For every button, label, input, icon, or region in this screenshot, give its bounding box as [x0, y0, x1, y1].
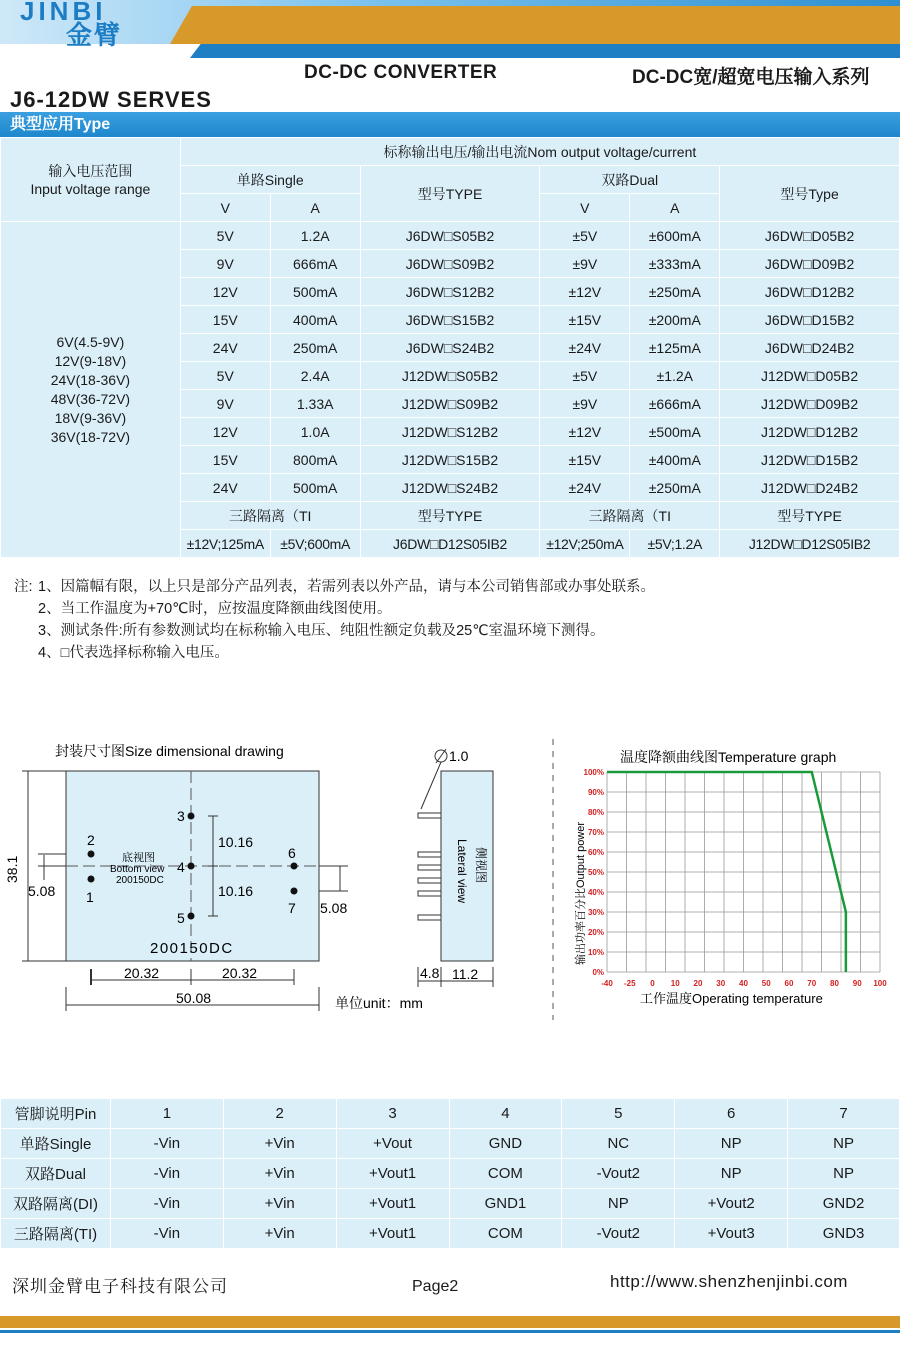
- pin-label-1: 1: [86, 889, 94, 905]
- spec-cell-sa: 400mA: [270, 306, 360, 334]
- spec-cell-dv: ±5V: [540, 362, 630, 390]
- header-stripe: [190, 44, 900, 58]
- input-range-value: 48V(36-72V): [50, 390, 131, 407]
- ti-cell-bt: J12DW□D12S05IB2: [720, 530, 900, 558]
- spec-cell-sv: 24V: [180, 334, 270, 362]
- ti-header-cell: 三路隔离（TI: [180, 502, 360, 530]
- spec-cell-sv: 9V: [180, 390, 270, 418]
- spec-cell-st: J12DW□S05B2: [360, 362, 540, 390]
- pin-function-cell: +Vout1: [336, 1219, 449, 1249]
- spec-cell-sa: 500mA: [270, 474, 360, 502]
- spec-cell-dv: ±9V: [540, 390, 630, 418]
- y-tick-label: 90%: [587, 788, 604, 797]
- spec-cell-da: ±333mA: [630, 250, 720, 278]
- spec-cell-dv: ±5V: [540, 222, 630, 250]
- pin-label-4: 4: [177, 859, 185, 875]
- spec-cell-sa: 1.2A: [270, 222, 360, 250]
- spec-table: [0, 137, 900, 558]
- x-tick-label: -40: [601, 979, 613, 988]
- spec-cell-st: J12DW□S24B2: [360, 474, 540, 502]
- spec-cell-sv: 5V: [180, 222, 270, 250]
- pin-3: [188, 813, 195, 820]
- pin-function-cell: +Vin: [223, 1129, 336, 1159]
- input-range-value: 36V(18-72V): [50, 428, 131, 445]
- lateral-pin: [418, 813, 441, 818]
- pin-function-cell: -Vout2: [562, 1219, 675, 1249]
- pin-7: [291, 888, 298, 895]
- input-range-value: 12V(9-18V): [54, 352, 127, 369]
- part-number-large: 200150DC: [150, 940, 234, 957]
- dim-2032-left: 20.32: [124, 965, 160, 981]
- dual-type-header: 型号Type: [720, 166, 900, 222]
- pin-function-cell: NP: [788, 1159, 900, 1189]
- pin-function-cell: -Vin: [110, 1129, 223, 1159]
- pin-function-cell: GND3: [788, 1219, 900, 1249]
- y-tick-label: 40%: [587, 888, 604, 897]
- spec-cell-dt: J6DW□D09B2: [720, 250, 900, 278]
- pin-function-cell: NP: [675, 1129, 788, 1159]
- spec-cell-da: ±500mA: [630, 418, 720, 446]
- note-item: 3、测试条件:所有参数测试均在标称输入电压、纯阻性额定负载及25℃室温环境下测得。: [38, 623, 605, 639]
- model-series-title: J6-12DW SERVES: [10, 87, 212, 112]
- dual-v-header: V: [540, 194, 630, 222]
- spec-cell-st: J6DW□S09B2: [360, 250, 540, 278]
- bottom-view-cn: 底视图: [122, 852, 155, 864]
- pin-function-cell: GND1: [449, 1189, 562, 1219]
- pin-1: [88, 876, 95, 883]
- single-v-header: V: [180, 194, 270, 222]
- chart-ylabel: 输出功率百分比Output power: [575, 821, 587, 965]
- spec-cell-sa: 1.33A: [270, 390, 360, 418]
- input-range-header-cn: 输入电压范围: [48, 162, 133, 179]
- x-tick-label: 10: [670, 979, 680, 988]
- pin-function-cell: COM: [449, 1219, 562, 1249]
- spec-cell-sa: 800mA: [270, 446, 360, 474]
- spec-cell-da: ±250mA: [630, 474, 720, 502]
- dual-header: 双路Dual: [540, 166, 720, 194]
- dim-112: 11.2: [452, 966, 479, 982]
- spec-cell-dt: J6DW□D15B2: [720, 306, 900, 334]
- pin-function-cell: +Vin: [223, 1219, 336, 1249]
- y-tick-label: 100%: [583, 768, 604, 777]
- note-item: 4、□代表选择标称输入电压。: [38, 645, 229, 661]
- spec-cell-da: ±666mA: [630, 390, 720, 418]
- single-header: 单路Single: [180, 166, 360, 194]
- chart-x-ticks: [601, 979, 887, 988]
- footer-band: [0, 1316, 900, 1328]
- spec-cell-st: J12DW□S09B2: [360, 390, 540, 418]
- spec-cell-dv: ±24V: [540, 474, 630, 502]
- spec-cell-sv: 24V: [180, 474, 270, 502]
- pin-label-7: 7: [288, 900, 296, 916]
- ti-cell-b2: ±5V;1.2A: [630, 530, 720, 558]
- drawing-title: 封装尺寸图Size dimensional drawing: [55, 743, 284, 759]
- spec-cell-st: J6DW□S24B2: [360, 334, 540, 362]
- input-range-value: 24V(18-36V): [50, 371, 131, 388]
- x-tick-label: 20: [693, 979, 703, 988]
- dim-508-right: 5.08: [320, 900, 348, 916]
- spec-cell-da: ±125mA: [630, 334, 720, 362]
- pin-function-cell: NP: [788, 1129, 900, 1159]
- pin-5: [188, 913, 195, 920]
- chart-xlabel: 工作温度Operating temperature: [640, 991, 823, 1006]
- y-tick-label: 50%: [587, 868, 604, 877]
- pin-function-cell: +Vin: [223, 1189, 336, 1219]
- pin-row: [1, 1129, 900, 1159]
- spec-cell-da: ±200mA: [630, 306, 720, 334]
- x-tick-label: 80: [830, 979, 839, 988]
- chart-title: 温度降额曲线图Temperature graph: [620, 749, 837, 765]
- pin-function-cell: GND2: [788, 1189, 900, 1219]
- x-tick-label: 90: [852, 979, 862, 988]
- y-tick-label: 60%: [587, 848, 604, 857]
- pin-row-label: 单路Single: [1, 1129, 111, 1159]
- pin-function-cell: GND: [449, 1129, 562, 1159]
- lateral-pin: [418, 891, 441, 896]
- pin-header-row: [1, 1099, 900, 1129]
- nom-output-header: 标称输出电压/输出电流Nom output voltage/current: [180, 138, 899, 166]
- note-item: 注: 1、因篇幅有限，以上只是部分产品列表，若需列表以外产品，请与本公司销售部或办事处联系。: [14, 576, 655, 598]
- pin-function-cell: -Vin: [110, 1189, 223, 1219]
- spec-cell-dv: ±12V: [540, 418, 630, 446]
- ti-cell-a2: ±5V;600mA: [270, 530, 360, 558]
- single-type-header: 型号TYPE: [360, 166, 540, 222]
- dim-height: 38.1: [4, 855, 20, 883]
- pin-function-cell: +Vin: [223, 1159, 336, 1189]
- temperature-graph: [545, 735, 900, 1025]
- footer-stripe: [0, 1330, 900, 1333]
- lateral-pin: [418, 852, 441, 857]
- spec-cell-sa: 666mA: [270, 250, 360, 278]
- lateral-pin: [418, 865, 441, 870]
- x-tick-label: 100: [873, 979, 887, 988]
- ti-header-cell: 型号TYPE: [360, 502, 540, 530]
- y-tick-label: 30%: [587, 908, 604, 917]
- ti-header-cell: 型号TYPE: [720, 502, 900, 530]
- pin-function-cell: +Vout3: [675, 1219, 788, 1249]
- pin-number: 7: [788, 1099, 900, 1129]
- section-title-bar: 典型应用Type: [0, 112, 900, 137]
- pin-function-cell: +Vout: [336, 1129, 449, 1159]
- spec-cell-dv: ±15V: [540, 446, 630, 474]
- pin-number: 2: [223, 1099, 336, 1129]
- spec-cell-sv: 12V: [180, 418, 270, 446]
- note-item: 2、当工作温度为+70℃时，应按温度降额曲线图使用。: [38, 601, 392, 617]
- input-range-value: 6V(4.5-9V): [56, 333, 125, 350]
- spec-cell-st: J6DW□S05B2: [360, 222, 540, 250]
- pin-row-label: 双路Dual: [1, 1159, 111, 1189]
- y-tick-label: 20%: [587, 928, 604, 937]
- spec-cell-st: J6DW□S15B2: [360, 306, 540, 334]
- spec-cell-sa: 500mA: [270, 278, 360, 306]
- spec-cell-da: ±600mA: [630, 222, 720, 250]
- spec-cell-st: J6DW□S12B2: [360, 278, 540, 306]
- lateral-view-cn: 侧视图: [474, 847, 488, 884]
- pin-row: [1, 1219, 900, 1249]
- unit-label: 单位unit：mm: [335, 995, 423, 1011]
- y-tick-label: 70%: [587, 828, 604, 837]
- x-tick-label: 30: [716, 979, 726, 988]
- spec-cell-sa: 250mA: [270, 334, 360, 362]
- spec-cell-dt: J6DW□D05B2: [720, 222, 900, 250]
- single-a-header: A: [270, 194, 360, 222]
- notes: [14, 576, 655, 664]
- notes-label: 注:: [14, 579, 33, 595]
- footer-website-link[interactable]: http://www.shenzhenjinbi.com: [610, 1272, 848, 1291]
- x-tick-label: 50: [761, 979, 771, 988]
- dim-1016-bottom: 10.16: [218, 883, 254, 899]
- pin-label-3: 3: [177, 808, 185, 824]
- pin-4: [188, 863, 195, 870]
- lateral-view-en: Lateral view: [455, 839, 469, 904]
- dimension-drawing: [0, 735, 560, 1025]
- spec-cell-sv: 9V: [180, 250, 270, 278]
- series-title-cn: DC-DC宽/超宽电压输入系列: [632, 67, 870, 88]
- pin-function-cell: +Vout2: [675, 1189, 788, 1219]
- ti-cell-at: J6DW□D12S05IB2: [360, 530, 540, 558]
- pin-diameter: 1.0: [449, 748, 469, 764]
- spec-cell-da: ±1.2A: [630, 362, 720, 390]
- lateral-pin: [418, 915, 441, 920]
- bottom-view-en: Bottom view: [110, 864, 165, 875]
- pin-function-cell: -Vin: [110, 1219, 223, 1249]
- footer-page-number: Page2: [412, 1278, 459, 1295]
- part-number-small: 200150DC: [116, 875, 164, 886]
- footer-company: 深圳金臂电子科技有限公司: [12, 1277, 228, 1296]
- pin-6: [291, 863, 298, 870]
- input-range-value: 18V(9-36V): [54, 409, 127, 426]
- input-range-header-en: Input voltage range: [30, 180, 151, 197]
- spec-cell-dt: J12DW□D15B2: [720, 446, 900, 474]
- pin-function-cell: NP: [675, 1159, 788, 1189]
- spec-cell-dt: J12DW□D05B2: [720, 362, 900, 390]
- pin-row: [1, 1189, 900, 1219]
- pin-table: [0, 1098, 900, 1249]
- dim-width: 50.08: [176, 990, 212, 1006]
- spec-cell-sv: 15V: [180, 446, 270, 474]
- ti-header-cell: 三路隔离（TI: [540, 502, 720, 530]
- pin-label-2: 2: [87, 832, 95, 848]
- pin-function-cell: NP: [562, 1189, 675, 1219]
- y-tick-label: 10%: [587, 948, 604, 957]
- spec-cell-sa: 2.4A: [270, 362, 360, 390]
- pin-function-cell: +Vout1: [336, 1189, 449, 1219]
- input-range-header: [1, 138, 181, 222]
- chart-grid: [607, 772, 880, 972]
- logo-text: JINBI: [20, 0, 107, 26]
- x-tick-label: 70: [807, 979, 817, 988]
- pin-header-label: 管脚说明Pin: [1, 1099, 111, 1129]
- spec-cell-sv: 12V: [180, 278, 270, 306]
- header-accent-band: [170, 6, 900, 44]
- spec-cell-dv: ±24V: [540, 334, 630, 362]
- spec-cell-dt: J6DW□D12B2: [720, 278, 900, 306]
- ti-cell-b1: ±12V;250mA: [540, 530, 630, 558]
- spec-cell-da: ±250mA: [630, 278, 720, 306]
- x-tick-label: -25: [623, 979, 636, 988]
- x-tick-label: 60: [784, 979, 794, 988]
- dim-508-left: 5.08: [28, 883, 56, 899]
- spec-cell-da: ±400mA: [630, 446, 720, 474]
- leader-line: [421, 762, 441, 809]
- spec-cell-dt: J12DW□D09B2: [720, 390, 900, 418]
- spec-cell-sv: 5V: [180, 362, 270, 390]
- dual-a-header: A: [630, 194, 720, 222]
- x-tick-label: 0: [650, 979, 655, 988]
- pin-number: 3: [336, 1099, 449, 1129]
- pin-function-cell: COM: [449, 1159, 562, 1189]
- dim-2032-right: 20.32: [222, 965, 258, 981]
- spec-cell-dt: J12DW□D12B2: [720, 418, 900, 446]
- logo-cn-text: 金臂: [66, 20, 123, 50]
- pin-row-label: 双路隔离(DI): [1, 1189, 111, 1219]
- pin-2: [88, 851, 95, 858]
- company-logo: [6, 0, 166, 50]
- pin-row-label: 三路隔离(TI): [1, 1219, 111, 1249]
- pin-function-cell: -Vin: [110, 1159, 223, 1189]
- lateral-pin: [418, 878, 441, 883]
- pin-number: 1: [110, 1099, 223, 1129]
- pin-label-6: 6: [288, 845, 296, 861]
- pin-function-cell: NC: [562, 1129, 675, 1159]
- pin-label-5: 5: [177, 910, 185, 926]
- spec-cell-sa: 1.0A: [270, 418, 360, 446]
- spec-cell-st: J12DW□S15B2: [360, 446, 540, 474]
- converter-title: DC-DC CONVERTER: [304, 62, 498, 83]
- x-tick-label: 40: [739, 979, 748, 988]
- input-range-cell: [1, 222, 181, 558]
- spec-cell-dv: ±9V: [540, 250, 630, 278]
- y-tick-label: 0%: [592, 968, 604, 977]
- spec-cell-dv: ±12V: [540, 278, 630, 306]
- pin-number: 4: [449, 1099, 562, 1129]
- spec-row: [1, 222, 900, 250]
- spec-cell-sv: 15V: [180, 306, 270, 334]
- pin-row: [1, 1159, 900, 1189]
- ti-cell-a1: ±12V;125mA: [180, 530, 270, 558]
- dim-48: 4.8: [420, 965, 440, 981]
- spec-cell-dt: J12DW□D24B2: [720, 474, 900, 502]
- dim-1016-top: 10.16: [218, 834, 254, 850]
- spec-cell-st: J12DW□S12B2: [360, 418, 540, 446]
- pin-function-cell: +Vout1: [336, 1159, 449, 1189]
- pin-number: 6: [675, 1099, 788, 1129]
- y-tick-label: 80%: [587, 808, 604, 817]
- pin-function-cell: -Vout2: [562, 1159, 675, 1189]
- pin-number: 5: [562, 1099, 675, 1129]
- spec-cell-dv: ±15V: [540, 306, 630, 334]
- spec-cell-dt: J6DW□D24B2: [720, 334, 900, 362]
